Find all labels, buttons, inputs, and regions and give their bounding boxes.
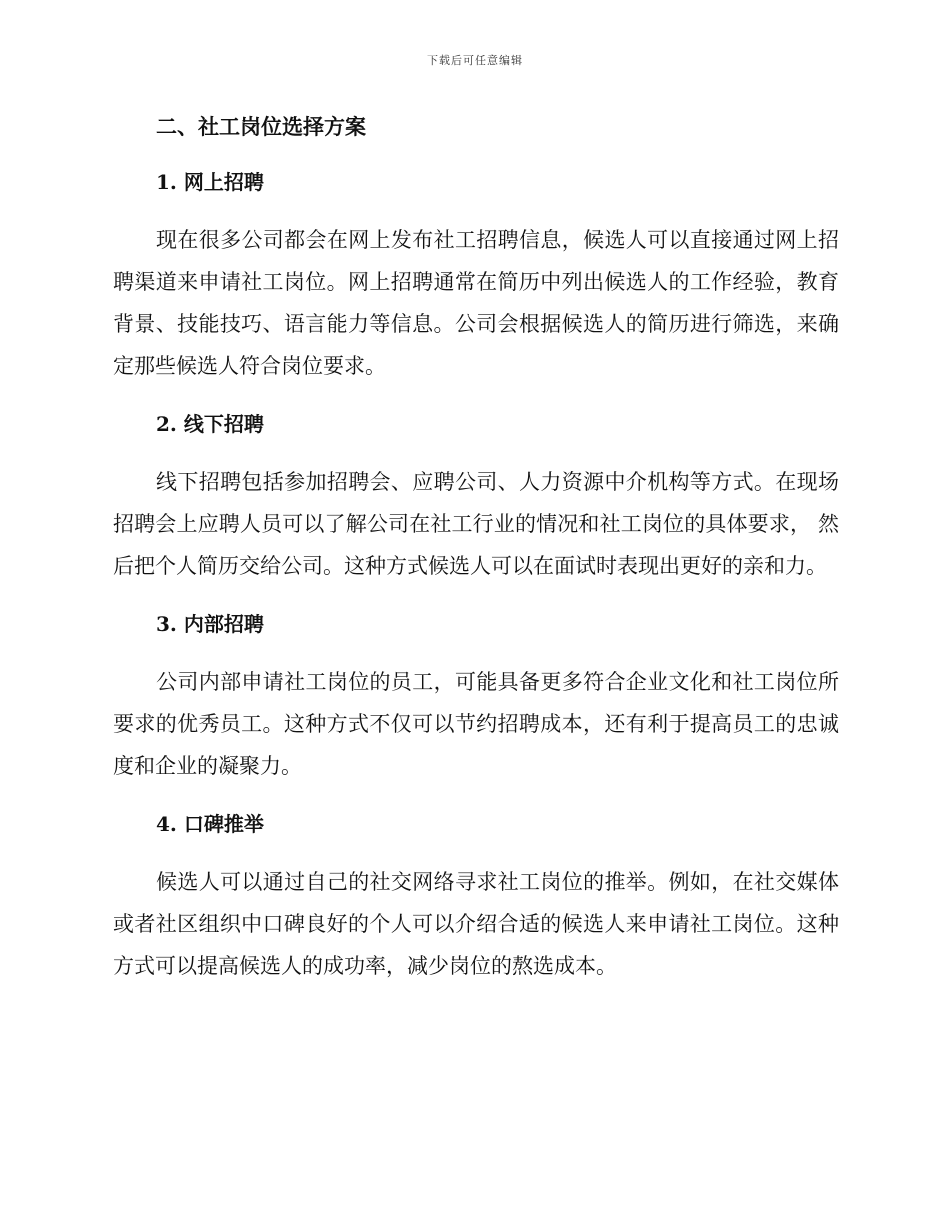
item-paragraph: 公司内部申请社工岗位的员工，可能具备更多符合企业文化和社工岗位所要求的优秀员工。这种方式不仅可以节约招聘成本，还有利于提高员工的忠诚度和企业的凝聚力。 (113, 670, 839, 778)
item-title: 2. 线下招聘 (156, 412, 264, 436)
item-title: 3. 内部招聘 (156, 612, 264, 636)
item-paragraph: 候选人可以通过自己的社交网络寻求社工岗位的推举。例如，在社交媒体或者社区组织中口碑良好的个人可以介绍合适的候选人来申请社工岗位。这种方式可以提高候选人的成功率，减少岗位的熬选成本。 (113, 870, 839, 978)
item-title: 1. 网上招聘 (156, 170, 264, 194)
item-offline-recruitment (113, 407, 839, 587)
item-online-recruitment (113, 165, 839, 387)
section-title: 二、社工岗位选择方案 (156, 114, 366, 139)
item-paragraph: 现在很多公司都会在网上发布社工招聘信息，候选人可以直接通过网上招聘渠道来申请社工岗位。网上招聘通常在简历中列出候选人的工作经验，教育背景、技能技巧、语言能力等信息。公司会根据候选人的简历进行筛选，来确定那些候选人符合岗位要求。 (113, 228, 839, 378)
item-title: 4. 口碑推举 (156, 812, 264, 836)
item-paragraph: 线下招聘包括参加招聘会、应聘公司、人力资源中介机构等方式。在现场招聘会上应聘人员可以了解公司在社工行业的情况和社工岗位的具体要求， 然后把个人简历交给公司。这种方式候选人可以在面试时表现出更好的亲和力。 (113, 470, 839, 578)
document-body (113, 110, 839, 987)
item-referral-recruitment (113, 807, 839, 987)
page-header: 下载后可任意编辑 (427, 54, 523, 67)
item-internal-recruitment (113, 607, 839, 787)
